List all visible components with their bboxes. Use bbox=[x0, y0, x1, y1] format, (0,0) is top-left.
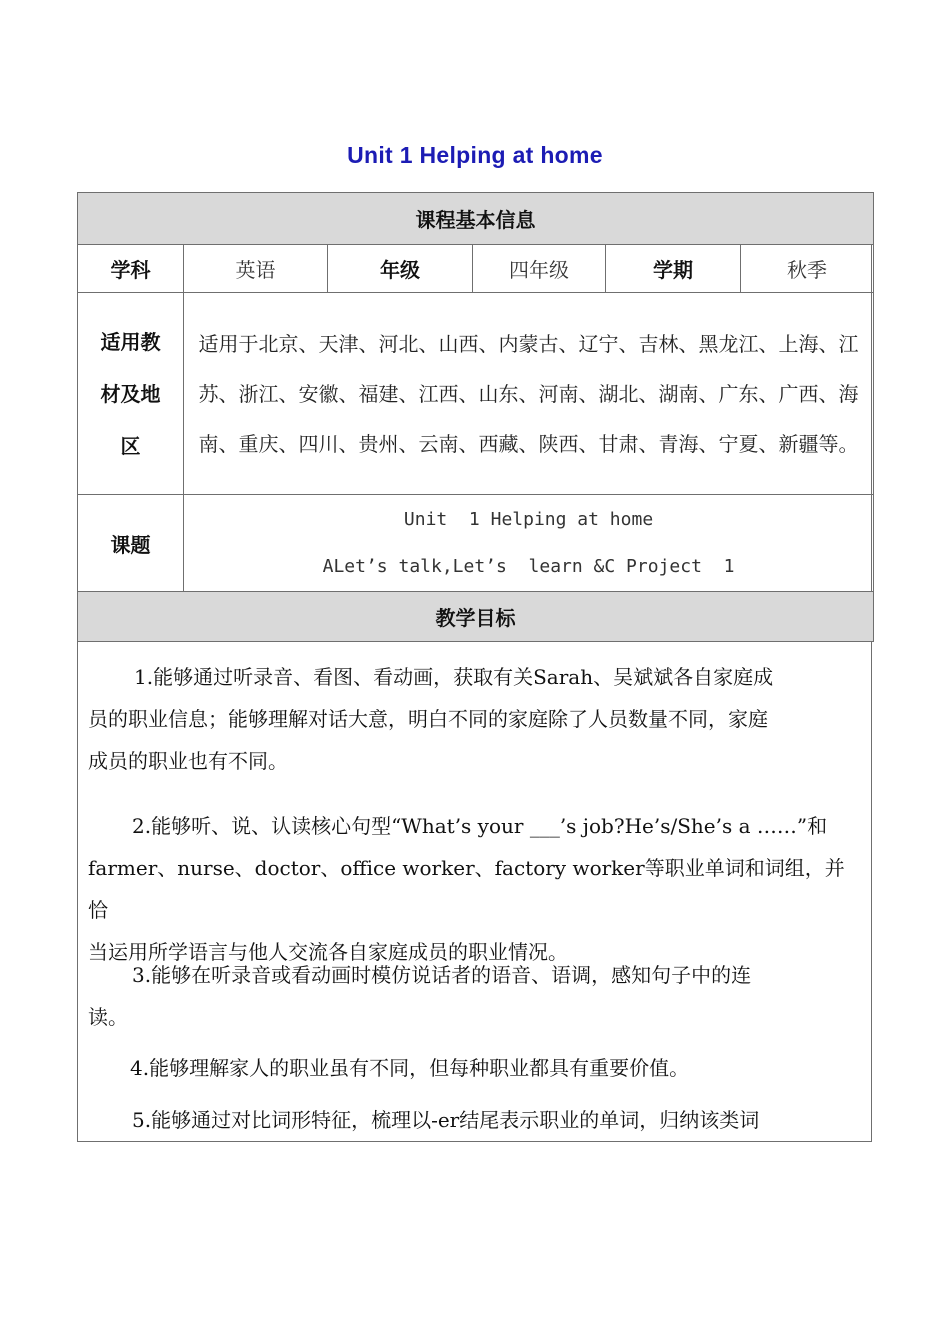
region-label-line: 材及地 bbox=[100, 381, 161, 406]
objective-item bbox=[88, 656, 863, 782]
subject-value: 英语 bbox=[184, 245, 328, 293]
objective-line: 员的职业信息；能够理解对话大意，明白不同的家庭除了人员数量不同，家庭 bbox=[88, 707, 768, 731]
objective-line: farmer、nurse、doctor、office worker、factory worker等职业单词和词组，并恰 bbox=[88, 856, 845, 922]
topic-value bbox=[184, 495, 874, 592]
course-info-table bbox=[77, 192, 874, 642]
document-title: Unit 1 Helping at home bbox=[347, 142, 603, 168]
objective-item bbox=[88, 1099, 863, 1141]
objectives-body bbox=[78, 643, 871, 1141]
topic-line: Unit 1 Helping at home bbox=[403, 509, 654, 530]
objective-line: 读。 bbox=[88, 1005, 128, 1029]
region-list: 适用于北京、天津、河北、山西、内蒙古、辽宁、吉林、黑龙江、上海、江苏、浙江、安徽、福建、江西、山东、河南、湖北、湖南、广东、广西、海南、重庆、四川、贵州、云南、西藏、陕西、甘肃、青海、宁夏、新疆等。 bbox=[184, 293, 874, 495]
objective-item bbox=[88, 954, 863, 1038]
objective-item bbox=[88, 1047, 863, 1089]
objectives-header: 教学目标 bbox=[78, 592, 874, 642]
subject-label: 学科 bbox=[78, 245, 184, 293]
objective-line: 1.能够通过听录音、看图、看动画，获取有关Sarah、吴斌斌各自家庭成 bbox=[134, 665, 774, 689]
course-info-header: 课程基本信息 bbox=[78, 193, 874, 245]
term-label: 学期 bbox=[606, 245, 741, 293]
region-label-line: 适用教 bbox=[100, 329, 161, 354]
objective-line: 4.能够理解家人的职业虽有不同，但每种职业都具有重要价值。 bbox=[130, 1056, 690, 1080]
objective-line: 成员的职业也有不同。 bbox=[88, 749, 288, 773]
grade-label: 年级 bbox=[328, 245, 473, 293]
region-label-line: 区 bbox=[120, 433, 141, 458]
objective-line: 3.能够在听录音或看动画时模仿说话者的语音、语调，感知句子中的连 bbox=[132, 963, 752, 987]
objective-line: 2.能够听、说、认读核心句型“What’s your ___’s job?He’s/She’s a ……”和 bbox=[132, 814, 828, 838]
topic-line: ALet’s talk,Let’s learn &C Project 1 bbox=[322, 556, 735, 577]
objective-item bbox=[88, 805, 863, 973]
objective-line: 5.能够通过对比词形特征，梳理以-er结尾表示职业的单词，归纳该类词 bbox=[132, 1108, 760, 1132]
objective-line: 当运用所学语言与他人交流各自家庭成员的职业情况。 bbox=[88, 940, 568, 964]
topic-label: 课题 bbox=[78, 495, 184, 592]
grade-value: 四年级 bbox=[473, 245, 606, 293]
term-value: 秋季 bbox=[741, 245, 874, 293]
region-label bbox=[78, 293, 184, 495]
